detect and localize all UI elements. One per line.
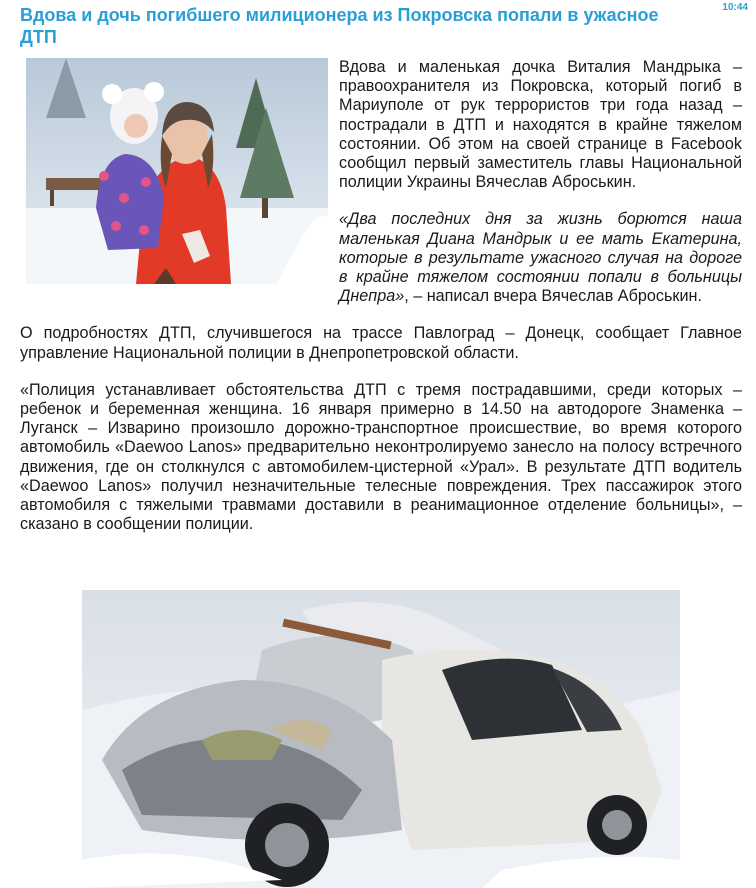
paragraph-police-statement: «Полиция устанавливает обстоятельства ДТП с тремя пострадавшими, среди которых – ребенок и беременная женщина. 16 января примерно в 14.50 на автодороге Знаменка – Луганск – Изварино произошло дорожно-транспортное происшествие, во время которого автомобиль «Daewoo Lanos» предварительно неконтролируемо занесло на полосу встречного движения, где он столкнулся с автомобилем-цистерной «Урал». В результате ДТП водитель «Daewoo Lanos» получил незначительные телесные повреждения. Трех пассажирок этого автомобиля с тяжелыми травмами доставили в реанимационное отделение больницы», – сказано в сообщении полиции. (20, 380, 742, 534)
article-body (20, 58, 742, 552)
article-title[interactable]: Вдова и дочь погибшего милиционера из Покровска попали в ужасное ДТП (20, 5, 659, 47)
mother-daughter-photo (26, 58, 328, 284)
paragraph-details-source: О подробностях ДТП, случившегося на трассе Павлоград – Донецк, сообщает Главное управление Национальной полиции в Днепропетровской области. (20, 324, 742, 362)
quote-text: «Два последних дня за жизнь борются наша маленькая Диана Мандрык и ее мать Екатерина, которые в результате ужасного случая на дороге в крайне тяжелом состоянии попали в больницы Днепра» (339, 210, 742, 306)
quote-attribution: , – написал вчера Вячеслав Аброськин. (404, 287, 702, 306)
crashed-car-photo (82, 590, 680, 888)
publish-time: 10:44 (722, 2, 748, 13)
paragraph-intro: Вдова и маленькая дочка Виталия Мандрыка – правоохранителя из Покровска, который погиб в Мариуполе от рук террористов три года назад – пострадали в ДТП и находятся в крайне тяжелом состоянии. Об этом на своей странице в Facebook сообщил первый заместитель главы Национальной полиции Украины Вячеслав Аброськин. (339, 58, 742, 192)
